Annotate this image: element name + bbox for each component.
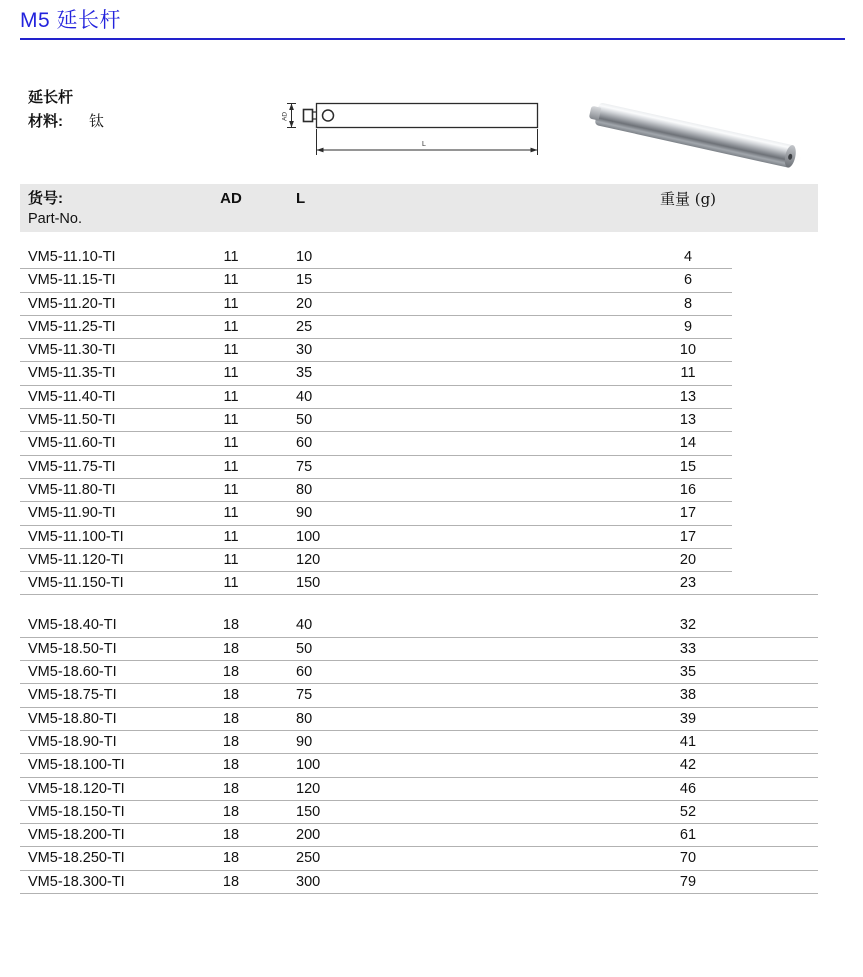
cell-l: 30 <box>296 342 313 359</box>
table-row <box>20 409 818 432</box>
cell-part_no: VM5-11.30-TI <box>28 342 116 359</box>
cell-part_no: VM5-11.15-TI <box>28 272 116 289</box>
cell-ad: 11 <box>223 481 239 498</box>
cell-part_no: VM5-18.100-TI <box>28 757 125 774</box>
material-label: 材料: <box>28 113 63 130</box>
table-subheader-row <box>20 210 818 229</box>
cell-weight: 32 <box>679 617 697 634</box>
cell-ad: 11 <box>223 318 239 335</box>
weight-header: 重量 (g) <box>659 190 717 208</box>
cell-ad: 18 <box>222 733 240 750</box>
table-row <box>20 731 818 754</box>
cell-ad: 11 <box>223 272 239 289</box>
cell-weight: 33 <box>679 640 697 657</box>
part-no-header: 货号: <box>28 190 63 207</box>
cell-ad: 11 <box>223 505 239 522</box>
title-rule <box>20 38 845 40</box>
product-name: 延长杆 <box>28 89 74 106</box>
cell-ad: 11 <box>223 295 239 312</box>
cell-weight: 42 <box>679 757 697 774</box>
cell-weight: 6 <box>683 272 693 289</box>
table-row <box>20 432 818 455</box>
table-row <box>20 638 818 661</box>
cell-l: 50 <box>296 412 313 429</box>
cell-l: 80 <box>296 710 313 727</box>
cell-ad: 18 <box>222 803 240 820</box>
cell-l: 40 <box>296 388 313 405</box>
cell-l: 120 <box>296 551 321 568</box>
cell-part_no: VM5-18.300-TI <box>28 873 125 890</box>
table-row <box>20 708 818 731</box>
cell-part_no: VM5-18.40-TI <box>28 617 117 634</box>
cell-ad: 18 <box>222 687 240 704</box>
cell-ad: 11 <box>223 365 239 382</box>
table-row <box>20 871 818 894</box>
cell-l: 75 <box>296 458 313 475</box>
cell-l: 75 <box>296 687 313 704</box>
cell-part_no: VM5-11.20-TI <box>28 295 116 312</box>
cell-weight: 4 <box>683 249 693 265</box>
cell-weight: 61 <box>679 827 697 844</box>
cell-ad: 18 <box>222 873 240 890</box>
cell-part_no: VM5-11.25-TI <box>28 318 116 335</box>
cell-part_no: VM5-11.120-TI <box>28 551 124 568</box>
cell-l: 60 <box>296 664 313 681</box>
cell-l: 25 <box>296 318 313 335</box>
cell-l: 300 <box>296 873 321 890</box>
cell-l: 80 <box>296 481 313 498</box>
cell-part_no: VM5-18.200-TI <box>28 827 125 844</box>
cell-weight: 14 <box>679 435 697 452</box>
table-row <box>20 246 818 269</box>
table-row <box>20 572 818 595</box>
page-title: M5 延长杆 <box>20 9 122 32</box>
material-value: 钛 <box>89 113 105 130</box>
cell-part_no: VM5-18.60-TI <box>28 664 117 681</box>
cell-part_no: VM5-11.90-TI <box>28 505 116 522</box>
cell-l: 35 <box>296 365 313 382</box>
cell-part_no: VM5-11.150-TI <box>28 575 124 592</box>
table-header-row <box>20 184 818 209</box>
cell-ad: 11 <box>223 458 239 475</box>
cell-weight: 52 <box>679 803 697 820</box>
table-row <box>20 847 818 870</box>
cell-part_no: VM5-11.80-TI <box>28 481 116 498</box>
cell-part_no: VM5-11.50-TI <box>28 412 116 429</box>
cell-ad: 11 <box>223 551 239 568</box>
cell-part_no: VM5-18.150-TI <box>28 803 125 820</box>
rod-tip <box>589 106 602 121</box>
cell-part_no: VM5-18.80-TI <box>28 710 117 727</box>
cell-part_no: VM5-18.120-TI <box>28 780 125 797</box>
dim-label-l: L <box>422 141 426 148</box>
cell-weight: 15 <box>679 458 697 475</box>
cell-ad: 11 <box>223 388 239 405</box>
cell-ad: 18 <box>222 827 240 844</box>
cell-weight: 20 <box>679 551 697 568</box>
cell-ad: 11 <box>223 342 239 359</box>
cell-ad: 11 <box>223 249 239 265</box>
cell-l: 90 <box>296 733 313 750</box>
table-row <box>20 362 818 385</box>
cell-ad: 18 <box>222 757 240 774</box>
cell-part_no: VM5-11.100-TI <box>28 528 124 545</box>
table-group <box>20 246 818 595</box>
cell-l: 150 <box>296 575 321 592</box>
table-row <box>20 269 818 292</box>
cell-part_no: VM5-11.40-TI <box>28 388 116 405</box>
table-row <box>20 386 818 409</box>
cell-l: 40 <box>296 617 313 634</box>
table-row <box>20 293 818 316</box>
cell-weight: 8 <box>683 295 693 312</box>
table-row <box>20 661 818 684</box>
table-row <box>20 824 818 847</box>
l-header: L <box>296 190 306 207</box>
technical-drawing-icon <box>280 90 550 165</box>
cell-part_no: VM5-11.60-TI <box>28 435 116 452</box>
cell-ad: 11 <box>223 575 239 592</box>
cell-ad: 18 <box>222 850 240 867</box>
cell-l: 20 <box>296 295 313 312</box>
cell-weight: 23 <box>679 575 697 592</box>
cell-part_no: VM5-18.90-TI <box>28 733 117 750</box>
cell-l: 200 <box>296 827 321 844</box>
table-header <box>20 184 818 232</box>
cell-ad: 18 <box>222 664 240 681</box>
cell-l: 50 <box>296 640 313 657</box>
cell-l: 100 <box>296 757 321 774</box>
table-row <box>20 684 818 707</box>
table-body <box>20 246 818 894</box>
cell-weight: 70 <box>679 850 697 867</box>
table-row <box>20 479 818 502</box>
cell-weight: 13 <box>679 412 697 429</box>
cell-weight: 9 <box>683 318 693 335</box>
cell-ad: 11 <box>223 412 239 429</box>
row-separator <box>20 893 818 894</box>
cell-part_no: VM5-11.10-TI <box>28 249 116 265</box>
cell-weight: 16 <box>679 481 697 498</box>
cell-weight: 13 <box>679 388 697 405</box>
table-row <box>20 801 818 824</box>
cell-l: 150 <box>296 803 321 820</box>
material-row <box>28 110 104 131</box>
cell-weight: 17 <box>679 505 697 522</box>
cell-part_no: VM5-18.50-TI <box>28 640 117 657</box>
cell-part_no: VM5-11.35-TI <box>28 365 116 382</box>
cell-l: 60 <box>296 435 313 452</box>
product-photo <box>585 86 813 162</box>
cell-ad: 18 <box>222 710 240 727</box>
cell-weight: 10 <box>679 342 697 359</box>
cell-ad: 18 <box>222 640 240 657</box>
table-row <box>20 778 818 801</box>
table-group <box>20 614 818 894</box>
cell-weight: 46 <box>679 780 697 797</box>
table-row <box>20 456 818 479</box>
cell-l: 100 <box>296 528 321 545</box>
cell-ad: 18 <box>222 780 240 797</box>
cell-part_no: VM5-18.250-TI <box>28 850 125 867</box>
cell-l: 90 <box>296 505 313 522</box>
table-row <box>20 316 818 339</box>
table-row <box>20 614 818 637</box>
cell-weight: 41 <box>679 733 697 750</box>
cell-l: 120 <box>296 780 321 797</box>
part-no-subheader: Part-No. <box>28 211 82 227</box>
cell-part_no: VM5-18.75-TI <box>28 687 117 704</box>
cell-l: 250 <box>296 850 321 867</box>
cell-weight: 39 <box>679 710 697 727</box>
cell-weight: 79 <box>679 873 697 890</box>
cell-weight: 38 <box>679 687 697 704</box>
row-separator <box>20 594 818 595</box>
table-row <box>20 526 818 549</box>
cell-weight: 11 <box>680 365 696 382</box>
cell-ad: 11 <box>223 435 239 452</box>
cell-ad: 11 <box>223 528 239 545</box>
cell-part_no: VM5-11.75-TI <box>28 458 116 475</box>
cell-l: 15 <box>296 272 313 289</box>
table-row <box>20 754 818 777</box>
table-row <box>20 502 818 525</box>
table-row <box>20 339 818 362</box>
table-row <box>20 549 818 572</box>
cell-l: 10 <box>296 249 313 265</box>
cell-weight: 17 <box>679 528 697 545</box>
rod-image <box>595 102 795 168</box>
cell-weight: 35 <box>679 664 697 681</box>
cell-ad: 18 <box>222 617 240 634</box>
ad-header: AD <box>220 190 242 207</box>
dim-label-ad: AD <box>281 111 289 121</box>
